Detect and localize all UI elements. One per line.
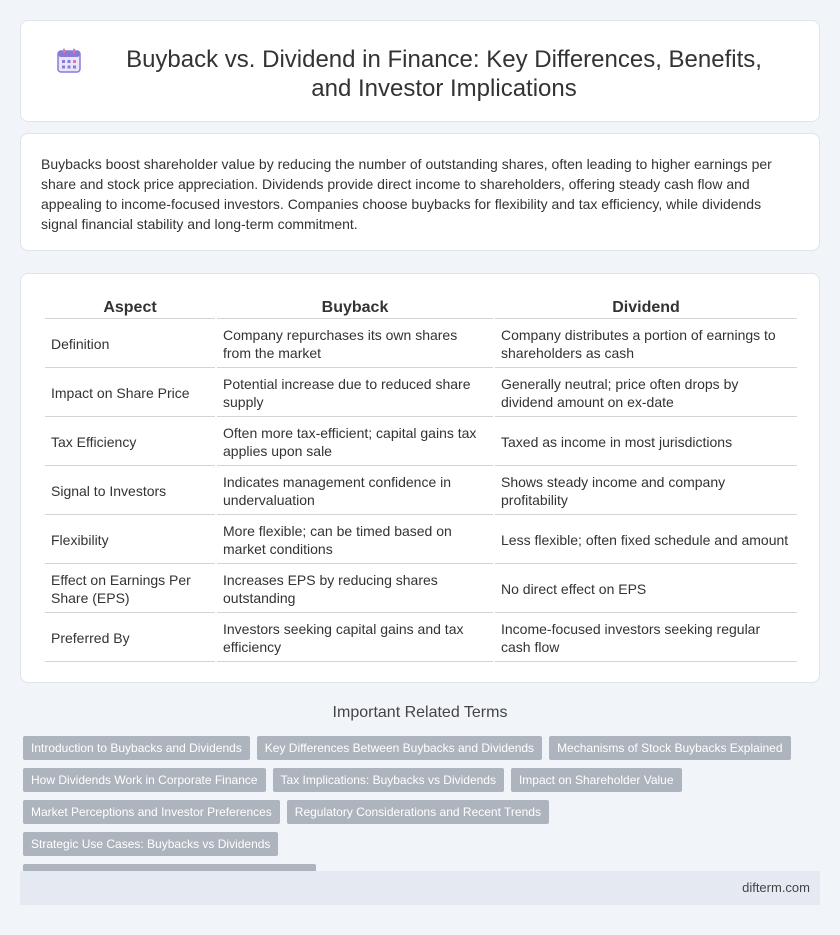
cell-dividend: Taxed as income in most jurisdictions [495, 419, 797, 466]
header-buyback: Buyback [217, 296, 493, 319]
table-row [45, 566, 797, 613]
comparison-table [43, 294, 799, 664]
related-term-link[interactable]: Mechanisms of Stock Buybacks Explained [549, 736, 790, 760]
calendar-grid-icon [56, 48, 82, 74]
header-dividend: Dividend [495, 296, 797, 319]
cell-aspect: Tax Efficiency [45, 419, 215, 466]
table-row [45, 615, 797, 662]
related-terms-heading: Important Related Terms [332, 704, 508, 721]
cell-aspect: Impact on Share Price [45, 370, 215, 417]
related-term-link[interactable]: Key Differences Between Buybacks and Dividends [257, 736, 542, 760]
table-row [45, 419, 797, 466]
cell-buyback: Increases EPS by reducing shares outstanding [217, 566, 493, 613]
cell-dividend: Shows steady income and company profitability [495, 468, 797, 515]
cell-aspect: Effect on Earnings Per Share (EPS) [45, 566, 215, 613]
cell-aspect: Signal to Investors [45, 468, 215, 515]
title-row [21, 21, 819, 103]
intro-card [20, 133, 820, 251]
title-card [20, 20, 820, 122]
related-term-link[interactable]: Impact on Shareholder Value [511, 768, 682, 792]
related-term-link[interactable]: Introduction to Buybacks and Dividends [23, 736, 250, 760]
related-term-link[interactable]: How Dividends Work in Corporate Finance [23, 768, 266, 792]
related-term-link[interactable]: Strategic Use Cases: Buybacks vs Dividends [23, 832, 278, 856]
table-row [45, 321, 797, 368]
cell-buyback: More flexible; can be timed based on market conditions [217, 517, 493, 564]
header-aspect: Aspect [45, 296, 215, 319]
cell-buyback: Often more tax-efficient; capital gains tax applies upon sale [217, 419, 493, 466]
intro-paragraph: Buybacks boost shareholder value by reducing the number of outstanding shares, often leading to higher earnings per share and stock price appreciation. Dividends provide direct income to shareholders, offering steady cash flow and appealing to income-focused investors. Companies choose buybacks for flexibility and tax efficiency, while dividends signal financial stability and long-term commitment. [41, 156, 772, 232]
related-term-link[interactable]: Market Perceptions and Investor Preferences [23, 800, 280, 824]
cell-aspect: Flexibility [45, 517, 215, 564]
table-header-row [45, 296, 797, 319]
related-term-link[interactable]: Regulatory Considerations and Recent Trends [287, 800, 549, 824]
cell-buyback: Potential increase due to reduced share supply [217, 370, 493, 417]
cell-dividend: No direct effect on EPS [495, 566, 797, 613]
cell-dividend: Less flexible; often fixed schedule and amount [495, 517, 797, 564]
cell-buyback: Investors seeking capital gains and tax efficiency [217, 615, 493, 662]
cell-aspect: Definition [45, 321, 215, 368]
footer [20, 871, 820, 905]
related-term-link[interactable]: Tax Implications: Buybacks vs Dividends [273, 768, 504, 792]
cell-dividend: Income-focused investors seeking regular cash flow [495, 615, 797, 662]
cell-dividend: Company distributes a portion of earnings to shareholders as cash [495, 321, 797, 368]
footer-site-link[interactable]: difterm.com [742, 880, 810, 895]
cell-dividend: Generally neutral; price often drops by dividend amount on ex-date [495, 370, 797, 417]
cell-aspect: Preferred By [45, 615, 215, 662]
table-row [45, 517, 797, 564]
table-row [45, 468, 797, 515]
cell-buyback: Indicates management confidence in undervaluation [217, 468, 493, 515]
page-title: Buyback vs. Dividend in Finance: Key Differences, Benefits, and Investor Implications [126, 46, 762, 102]
cell-buyback: Company repurchases its own shares from the market [217, 321, 493, 368]
table-row [45, 370, 797, 417]
comparison-card [20, 273, 820, 683]
